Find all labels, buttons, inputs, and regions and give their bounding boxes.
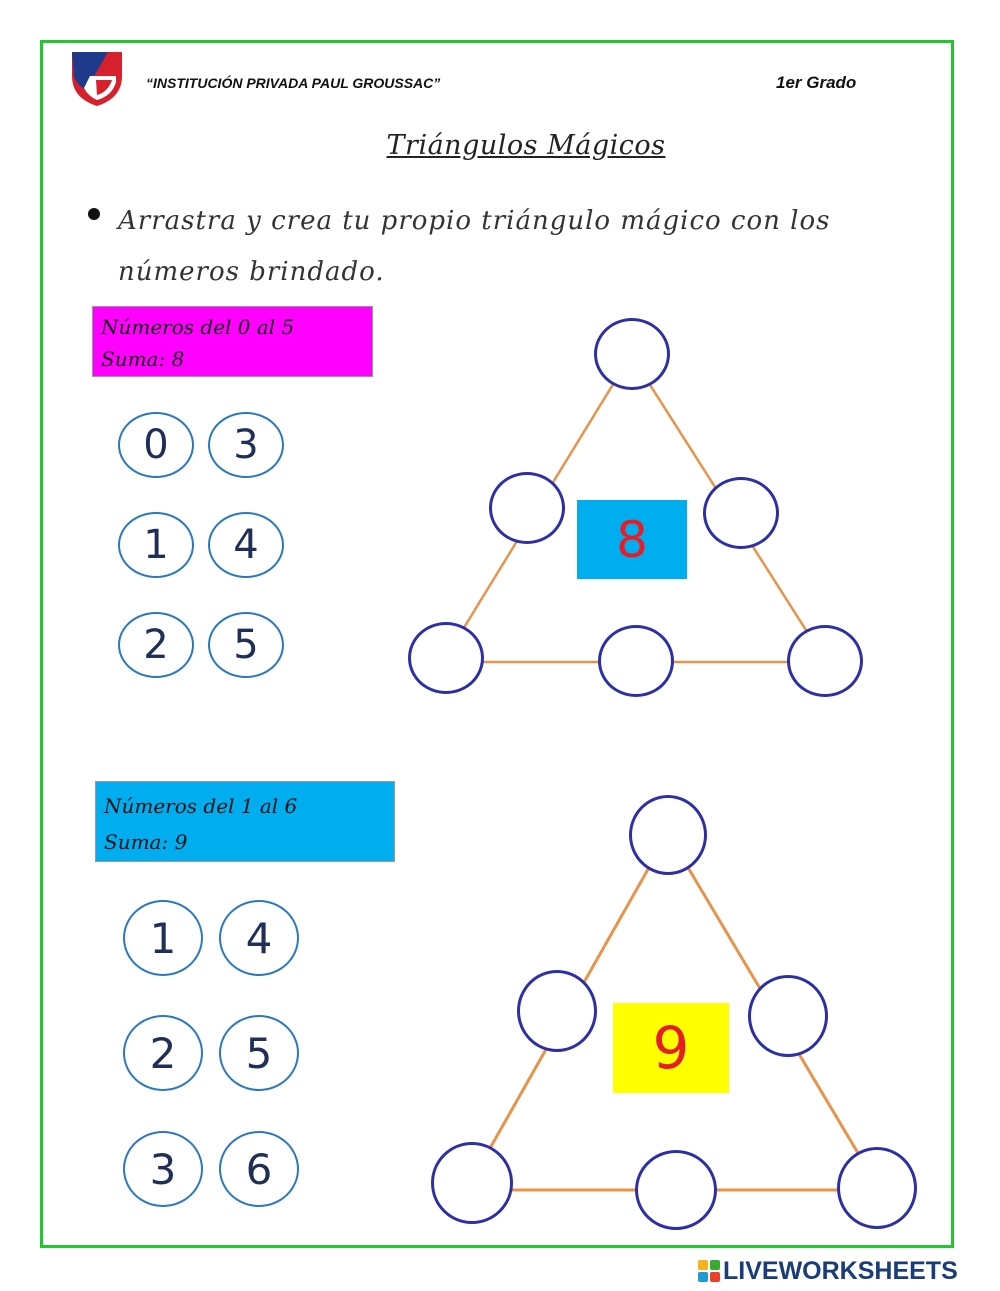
brand-text: LIVEWORKSHEETS	[723, 1256, 958, 1285]
number-tile[interactable]: 2	[123, 1015, 203, 1091]
liveworksheets-logo-icon	[697, 1259, 721, 1283]
target-sum-box: 8	[577, 500, 687, 579]
target-sum-box: 9	[613, 1003, 729, 1093]
exercise2-sum-text: Suma: 9	[104, 830, 188, 854]
exercise2-range: Números del 1 al 6	[104, 794, 298, 818]
number-tile[interactable]: 3	[123, 1131, 203, 1207]
school-name: “INSTITUCIÓN PRIVADA PAUL GROUSSAC”	[146, 75, 441, 91]
drop-slot-bottom-left[interactable]	[408, 622, 484, 694]
drop-slot-bottom-right[interactable]	[787, 625, 863, 697]
number-tile[interactable]: 5	[208, 612, 284, 678]
exercise1-range: Números del 0 al 5	[101, 315, 295, 339]
drop-slot-bottom-left[interactable]	[431, 1142, 513, 1224]
page-title: Triángulos Mágicos	[386, 130, 666, 161]
drop-slot-bottom-middle[interactable]	[635, 1150, 717, 1230]
drop-slot-bottom-right[interactable]	[837, 1147, 917, 1229]
drop-slot-top[interactable]	[629, 795, 707, 875]
instruction-text: Arrastra y crea tu propio triángulo mágico con los números brindado.	[118, 206, 831, 287]
drop-slot-top[interactable]	[594, 318, 670, 390]
liveworksheets-brand	[697, 1258, 958, 1284]
drop-slot-left[interactable]	[517, 970, 597, 1052]
number-tile[interactable]: 4	[208, 512, 284, 578]
drop-slot-right[interactable]	[703, 477, 779, 549]
drop-slot-right[interactable]	[748, 975, 828, 1057]
number-tile[interactable]: 0	[118, 412, 194, 478]
grade-label: 1er Grado	[776, 73, 857, 92]
number-tile[interactable]: 2	[118, 612, 194, 678]
drop-slot-left[interactable]	[489, 472, 565, 544]
number-tile[interactable]: 1	[118, 512, 194, 578]
exercise2-label	[95, 781, 395, 862]
number-tile[interactable]: 5	[219, 1015, 299, 1091]
number-tile[interactable]: 6	[219, 1131, 299, 1207]
exercise1-sum-text: Suma: 8	[101, 347, 185, 371]
number-tile[interactable]: 4	[219, 900, 299, 976]
number-tile[interactable]: 3	[208, 412, 284, 478]
number-tile[interactable]: 1	[123, 900, 203, 976]
drop-slot-bottom-middle[interactable]	[598, 625, 674, 697]
